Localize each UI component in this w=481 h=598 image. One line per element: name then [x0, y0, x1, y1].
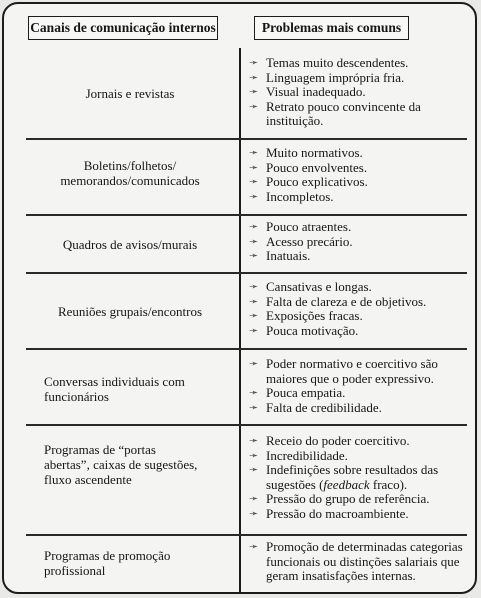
problem-item: ➛ Poder normativo e coercitivo são maiores que o poder expressivo.: [249, 356, 438, 386]
arrow-icon: ➛: [249, 324, 259, 337]
arrow-icon: ➛: [249, 493, 259, 505]
row-divider: [26, 138, 467, 140]
problem-item: ➛ Pressão do macroambiente.: [249, 505, 409, 521]
arrow-icon: ➛: [249, 435, 259, 447]
problem-item: ➛ Cansativas e longas.: [249, 279, 372, 294]
problem-item: ➛ Incredibilidade.: [249, 447, 348, 463]
problem-item: ➛ Inatuais.: [249, 248, 311, 263]
channel-label: Conversas individuais com funcionários: [44, 374, 185, 404]
arrow-icon: ➛: [249, 295, 259, 308]
problem-item: ➛ Falta de credibilidade.: [249, 399, 382, 415]
channel-label: Boletins/folhetos/ memorandos/comunicados: [60, 158, 200, 188]
problem-item: ➛ Pressão do grupo de referência.: [249, 491, 430, 506]
arrow-icon: ➛: [249, 281, 259, 293]
row-divider: [26, 424, 467, 426]
problem-item: ➛ Pouco atraentes.: [249, 219, 352, 234]
arrow-icon: ➛: [249, 235, 259, 248]
problem-item: ➛ Pouco envolventes.: [249, 159, 368, 175]
problem-item: ➛ Receio do poder coercitivo.: [249, 433, 410, 448]
arrow-icon: ➛: [249, 507, 259, 520]
problem-item: ➛ Falta de clareza e de objetivos.: [249, 293, 427, 309]
arrow-icon: ➛: [249, 71, 259, 84]
row-divider: [26, 214, 467, 216]
row-divider: [26, 348, 467, 350]
problem-list: [246, 434, 471, 521]
problem-list: [246, 357, 471, 415]
problem-list: [246, 280, 471, 338]
problem-item: ➛ Acesso precário.: [249, 233, 353, 249]
arrow-icon: ➛: [249, 401, 259, 414]
problem-list: [246, 540, 471, 584]
arrow-icon: ➛: [249, 147, 259, 159]
channel-label: Programas de “portas abertas”, caixas de sugestões, fluxo ascendente: [44, 442, 198, 487]
channel-label: Programas de promoção profissional: [44, 548, 171, 578]
arrow-icon: ➛: [249, 387, 259, 399]
channel-label: Reuniões grupais/encontros: [57, 304, 203, 319]
arrow-icon: ➛: [249, 161, 259, 174]
problem-item: ➛ Muito normativos.: [249, 145, 363, 160]
arrow-icon: ➛: [249, 358, 259, 370]
problem-item: ➛ Linguagem imprópria fria.: [249, 69, 405, 85]
row-divider: [26, 534, 467, 536]
row-divider: [26, 272, 467, 274]
column-divider: [239, 48, 241, 594]
problem-item: ➛ Visual inadequado.: [249, 84, 366, 99]
arrow-icon: ➛: [249, 449, 259, 462]
header-channels: Canais de comunicação internos: [28, 16, 218, 40]
arrow-icon: ➛: [249, 190, 259, 203]
channel-label: Quadros de avisos/murais: [62, 237, 198, 252]
problem-item: ➛ Retrato pouco convincente da instituição.: [249, 98, 421, 128]
problem-item: ➛ Incompletos.: [249, 188, 334, 204]
problem-list: [246, 220, 471, 264]
arrow-icon: ➛: [249, 464, 259, 476]
arrow-icon: ➛: [249, 100, 259, 113]
document-page: [2, 2, 477, 594]
problem-item: ➛ Pouca motivação.: [249, 322, 359, 338]
header-problems: Problemas mais comuns: [254, 16, 409, 40]
problem-item: ➛ Promoção de determinadas categorias funcionais ou distinções salariais que geram insatisfações internas.: [249, 539, 463, 583]
arrow-icon: ➛: [249, 541, 259, 553]
arrow-icon: ➛: [249, 176, 259, 188]
arrow-icon: ➛: [249, 57, 259, 69]
problem-list: [246, 146, 471, 204]
arrow-icon: ➛: [249, 221, 259, 233]
problem-list: [246, 56, 471, 129]
arrow-icon: ➛: [249, 310, 259, 322]
problem-item: ➛ Pouca empatia.: [249, 385, 346, 400]
problem-item: ➛ Pouco explicativos.: [249, 174, 368, 189]
problem-item: ➛ Indefinições sobre resultados das sugestões (feedback fraco).: [249, 462, 439, 492]
channel-label: Jornais e revistas: [85, 86, 175, 101]
arrow-icon: ➛: [249, 250, 259, 262]
problem-item: ➛ Temas muito descendentes.: [249, 55, 409, 70]
problem-item: ➛ Exposições fracas.: [249, 308, 363, 323]
arrow-icon: ➛: [249, 86, 259, 98]
